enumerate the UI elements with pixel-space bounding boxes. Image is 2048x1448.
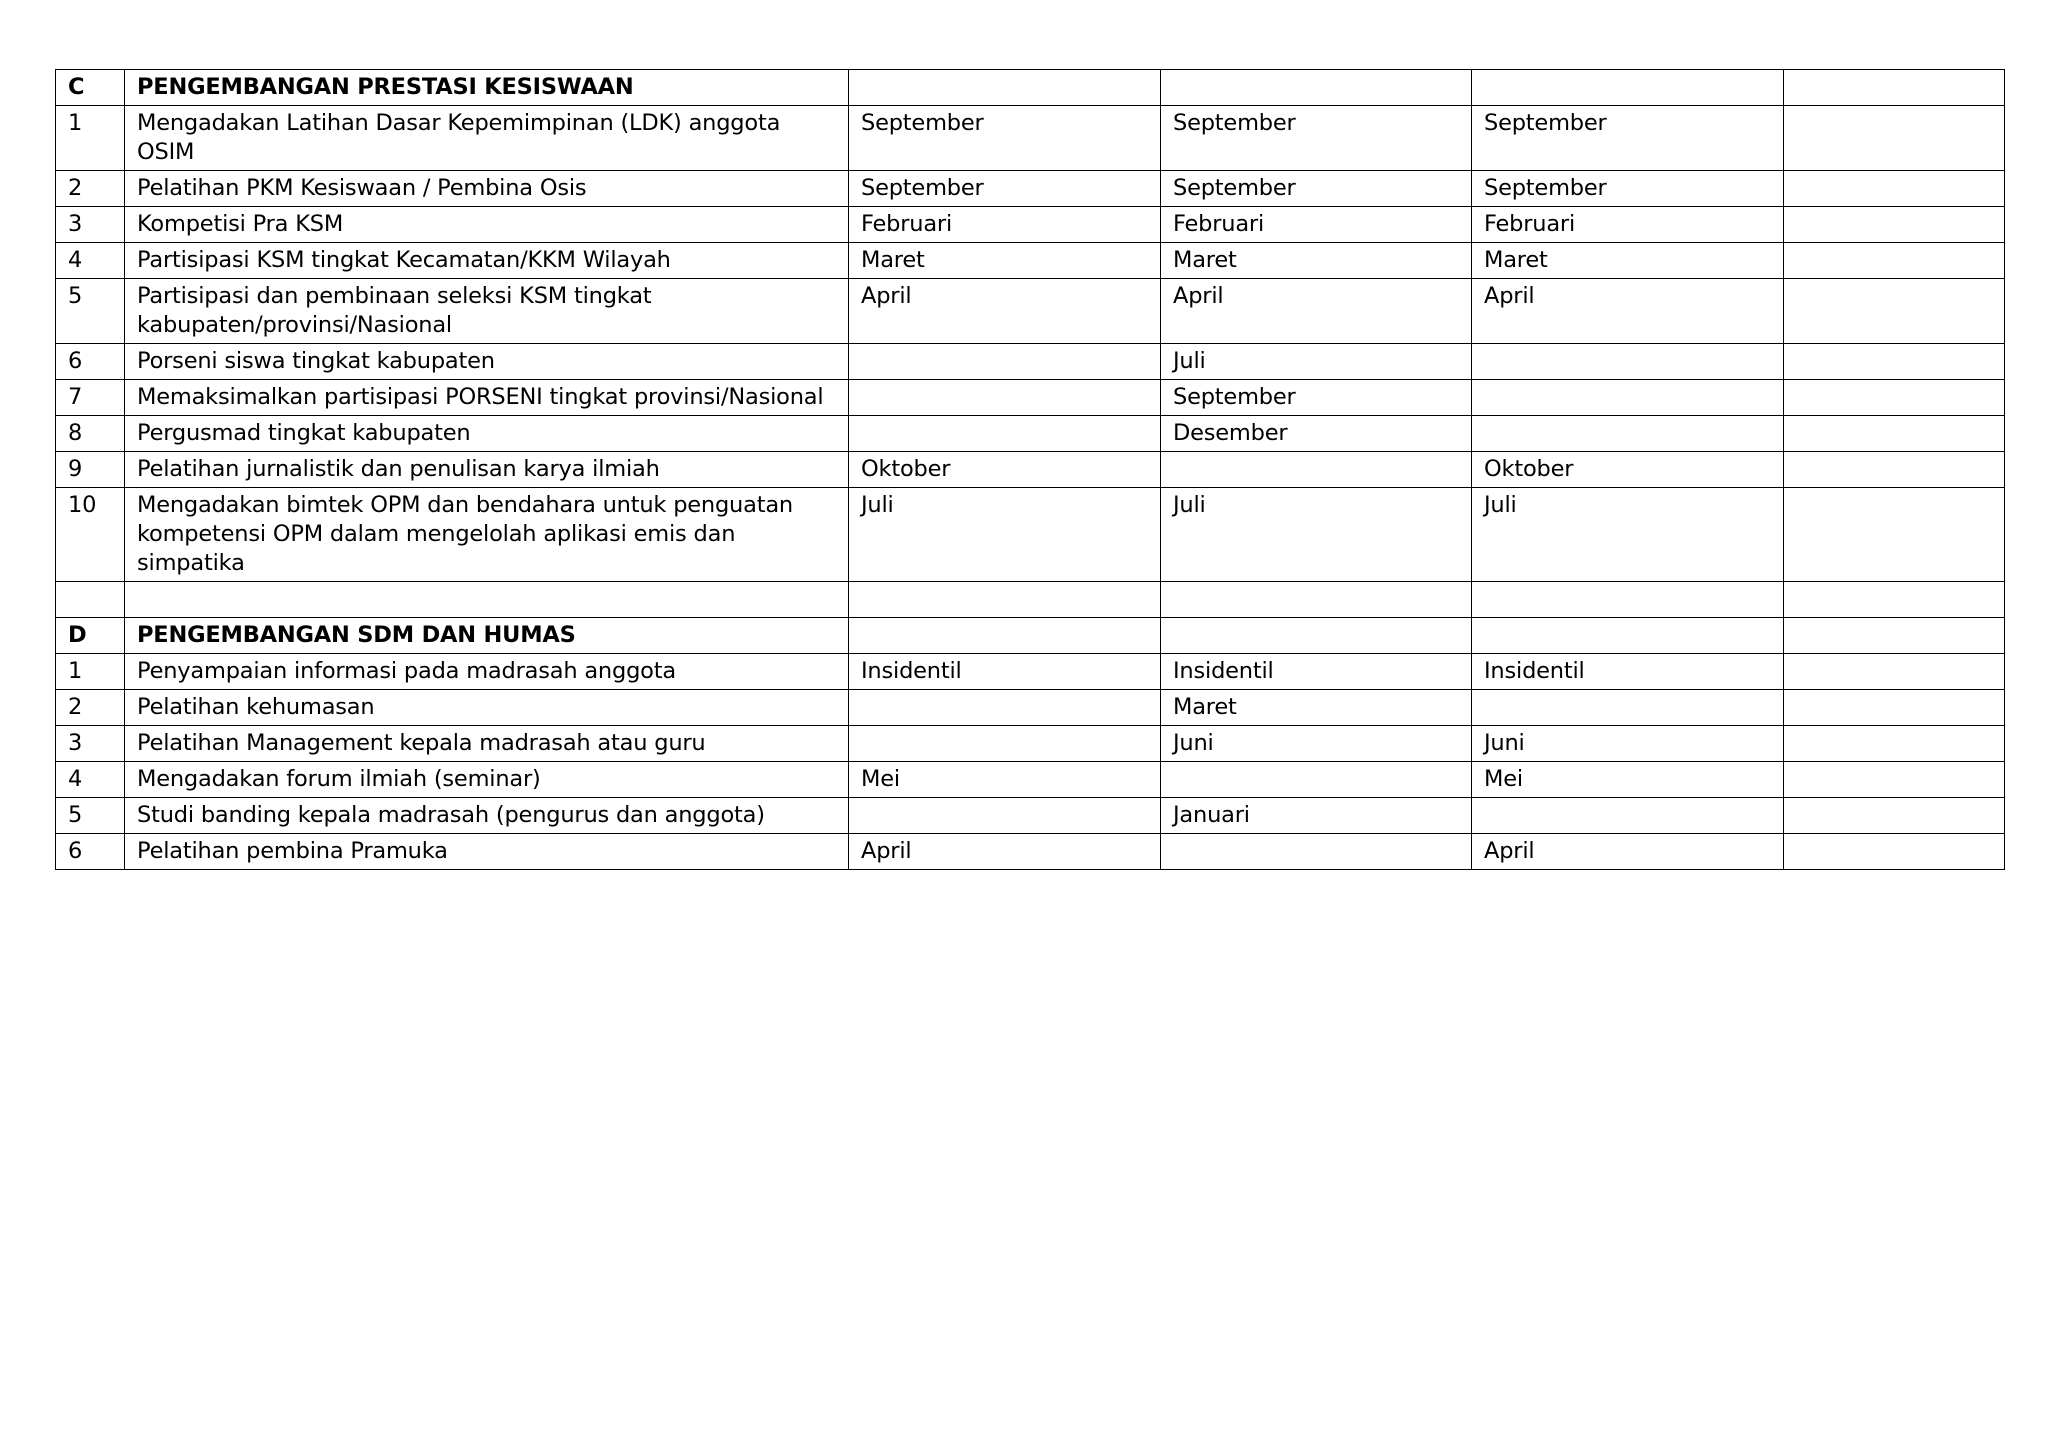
schedule-cell (849, 690, 1161, 726)
schedule-cell (849, 798, 1161, 834)
row-number: 6 (56, 834, 125, 870)
row-number: 3 (56, 726, 125, 762)
schedule-cell: Februari (849, 207, 1161, 243)
row-number: 5 (56, 279, 125, 344)
schedule-cell (1784, 452, 2005, 488)
row-number: 7 (56, 380, 125, 416)
table-row (56, 654, 2005, 690)
activity-cell: Partisipasi KSM tingkat Kecamatan/KKM Wilayah (125, 243, 849, 279)
schedule-cell (1784, 834, 2005, 870)
schedule-cell: Januari (1161, 798, 1472, 834)
schedule-cell: September (1161, 171, 1472, 207)
table-cell (849, 70, 1161, 106)
schedule-cell (1784, 488, 2005, 582)
schedule-cell: April (1472, 279, 1784, 344)
schedule-cell: April (849, 279, 1161, 344)
section-title: PENGEMBANGAN SDM DAN HUMAS (125, 618, 849, 654)
schedule-cell: Juli (849, 488, 1161, 582)
activity-cell: Mengadakan Latihan Dasar Kepemimpinan (LDK) anggota OSIM (125, 106, 849, 171)
activity-cell: Partisipasi dan pembinaan seleksi KSM tingkat kabupaten/provinsi/Nasional (125, 279, 849, 344)
table-row (56, 106, 2005, 171)
section-code: C (56, 70, 125, 106)
table-row (56, 380, 2005, 416)
activity-cell: Studi banding kepala madrasah (pengurus dan anggota) (125, 798, 849, 834)
activity-cell: Pelatihan pembina Pramuka (125, 834, 849, 870)
table-cell (1784, 70, 2005, 106)
row-number: 2 (56, 690, 125, 726)
schedule-cell: Mei (1472, 762, 1784, 798)
schedule-cell (1472, 380, 1784, 416)
schedule-cell: April (849, 834, 1161, 870)
schedule-cell: September (1472, 171, 1784, 207)
schedule-cell (1161, 762, 1472, 798)
schedule-cell: September (1161, 380, 1472, 416)
schedule-cell: Februari (1472, 207, 1784, 243)
schedule-cell (1784, 243, 2005, 279)
schedule-cell: September (849, 171, 1161, 207)
schedule-cell (849, 726, 1161, 762)
table-row (56, 726, 2005, 762)
schedule-cell: Februari (1161, 207, 1472, 243)
schedule-cell: Oktober (849, 452, 1161, 488)
table-cell (125, 582, 849, 618)
schedule-cell (1784, 654, 2005, 690)
activity-cell: Mengadakan bimtek OPM dan bendahara untuk penguatan kompetensi OPM dalam mengelolah aplikasi emis dan simpatika (125, 488, 849, 582)
schedule-cell: Juli (1472, 488, 1784, 582)
row-number: 10 (56, 488, 125, 582)
table-cell (56, 582, 125, 618)
table-cell (1472, 618, 1784, 654)
schedule-cell (849, 416, 1161, 452)
schedule-cell: Insidentil (1472, 654, 1784, 690)
table-row (56, 488, 2005, 582)
table-cell (1161, 582, 1472, 618)
schedule-cell (1784, 344, 2005, 380)
schedule-cell: September (1472, 106, 1784, 171)
activity-cell: Pergusmad tingkat kabupaten (125, 416, 849, 452)
schedule-cell: Desember (1161, 416, 1472, 452)
row-number: 8 (56, 416, 125, 452)
schedule-cell: Juli (1161, 488, 1472, 582)
schedule-cell: Juli (1161, 344, 1472, 380)
table-cell (849, 582, 1161, 618)
section-title: PENGEMBANGAN PRESTASI KESISWAAN (125, 70, 849, 106)
schedule-cell (1784, 416, 2005, 452)
table-row (56, 762, 2005, 798)
activity-cell: Pelatihan Management kepala madrasah atau guru (125, 726, 849, 762)
schedule-cell (1472, 344, 1784, 380)
activity-cell: Kompetisi Pra KSM (125, 207, 849, 243)
schedule-cell: Juni (1161, 726, 1472, 762)
schedule-cell (1784, 726, 2005, 762)
schedule-cell: Juni (1472, 726, 1784, 762)
row-number: 2 (56, 171, 125, 207)
table-cell (1784, 582, 2005, 618)
section-header-row (56, 70, 2005, 106)
schedule-cell (1472, 416, 1784, 452)
activity-cell: Pelatihan jurnalistik dan penulisan karya ilmiah (125, 452, 849, 488)
table-row (56, 690, 2005, 726)
table-cell (1472, 582, 1784, 618)
row-number: 3 (56, 207, 125, 243)
schedule-cell (1784, 798, 2005, 834)
schedule-cell (1784, 171, 2005, 207)
schedule-cell: Insidentil (849, 654, 1161, 690)
activity-cell: Mengadakan forum ilmiah (seminar) (125, 762, 849, 798)
schedule-cell (1784, 380, 2005, 416)
table-row (56, 416, 2005, 452)
schedule-cell: April (1472, 834, 1784, 870)
schedule-cell (1784, 690, 2005, 726)
table-row (56, 344, 2005, 380)
table-row (56, 279, 2005, 344)
table-row (56, 798, 2005, 834)
schedule-cell: Mei (849, 762, 1161, 798)
schedule-cell (1161, 452, 1472, 488)
schedule-cell: Insidentil (1161, 654, 1472, 690)
table-row (56, 452, 2005, 488)
table-cell (1161, 70, 1472, 106)
section-header-row (56, 618, 2005, 654)
schedule-cell: Maret (1161, 690, 1472, 726)
table-cell (1161, 618, 1472, 654)
table-row (56, 207, 2005, 243)
schedule-cell (1784, 279, 2005, 344)
schedule-cell: September (849, 106, 1161, 171)
schedule-cell: Oktober (1472, 452, 1784, 488)
table-cell (849, 618, 1161, 654)
schedule-cell (849, 344, 1161, 380)
row-number: 4 (56, 243, 125, 279)
activity-cell: Pelatihan PKM Kesiswaan / Pembina Osis (125, 171, 849, 207)
activity-cell: Penyampaian informasi pada madrasah anggota (125, 654, 849, 690)
schedule-cell (1784, 762, 2005, 798)
row-number: 4 (56, 762, 125, 798)
schedule-cell: Maret (1472, 243, 1784, 279)
schedule-cell: Maret (849, 243, 1161, 279)
table-cell (1784, 618, 2005, 654)
table-row (56, 834, 2005, 870)
row-number: 9 (56, 452, 125, 488)
activity-cell: Pelatihan kehumasan (125, 690, 849, 726)
row-number: 1 (56, 654, 125, 690)
schedule-cell (849, 380, 1161, 416)
row-number: 5 (56, 798, 125, 834)
row-number: 1 (56, 106, 125, 171)
table-cell (1472, 70, 1784, 106)
schedule-cell (1472, 690, 1784, 726)
table-row (56, 243, 2005, 279)
row-number: 6 (56, 344, 125, 380)
schedule-cell (1161, 834, 1472, 870)
schedule-cell (1784, 106, 2005, 171)
schedule-cell (1784, 207, 2005, 243)
blank-row (56, 582, 2005, 618)
activity-cell: Memaksimalkan partisipasi PORSENI tingkat provinsi/Nasional (125, 380, 849, 416)
schedule-cell: Maret (1161, 243, 1472, 279)
schedule-cell: September (1161, 106, 1472, 171)
table-row (56, 171, 2005, 207)
activity-schedule-table (55, 69, 2005, 870)
schedule-cell (1472, 798, 1784, 834)
section-code: D (56, 618, 125, 654)
activity-cell: Porseni siswa tingkat kabupaten (125, 344, 849, 380)
schedule-cell: April (1161, 279, 1472, 344)
